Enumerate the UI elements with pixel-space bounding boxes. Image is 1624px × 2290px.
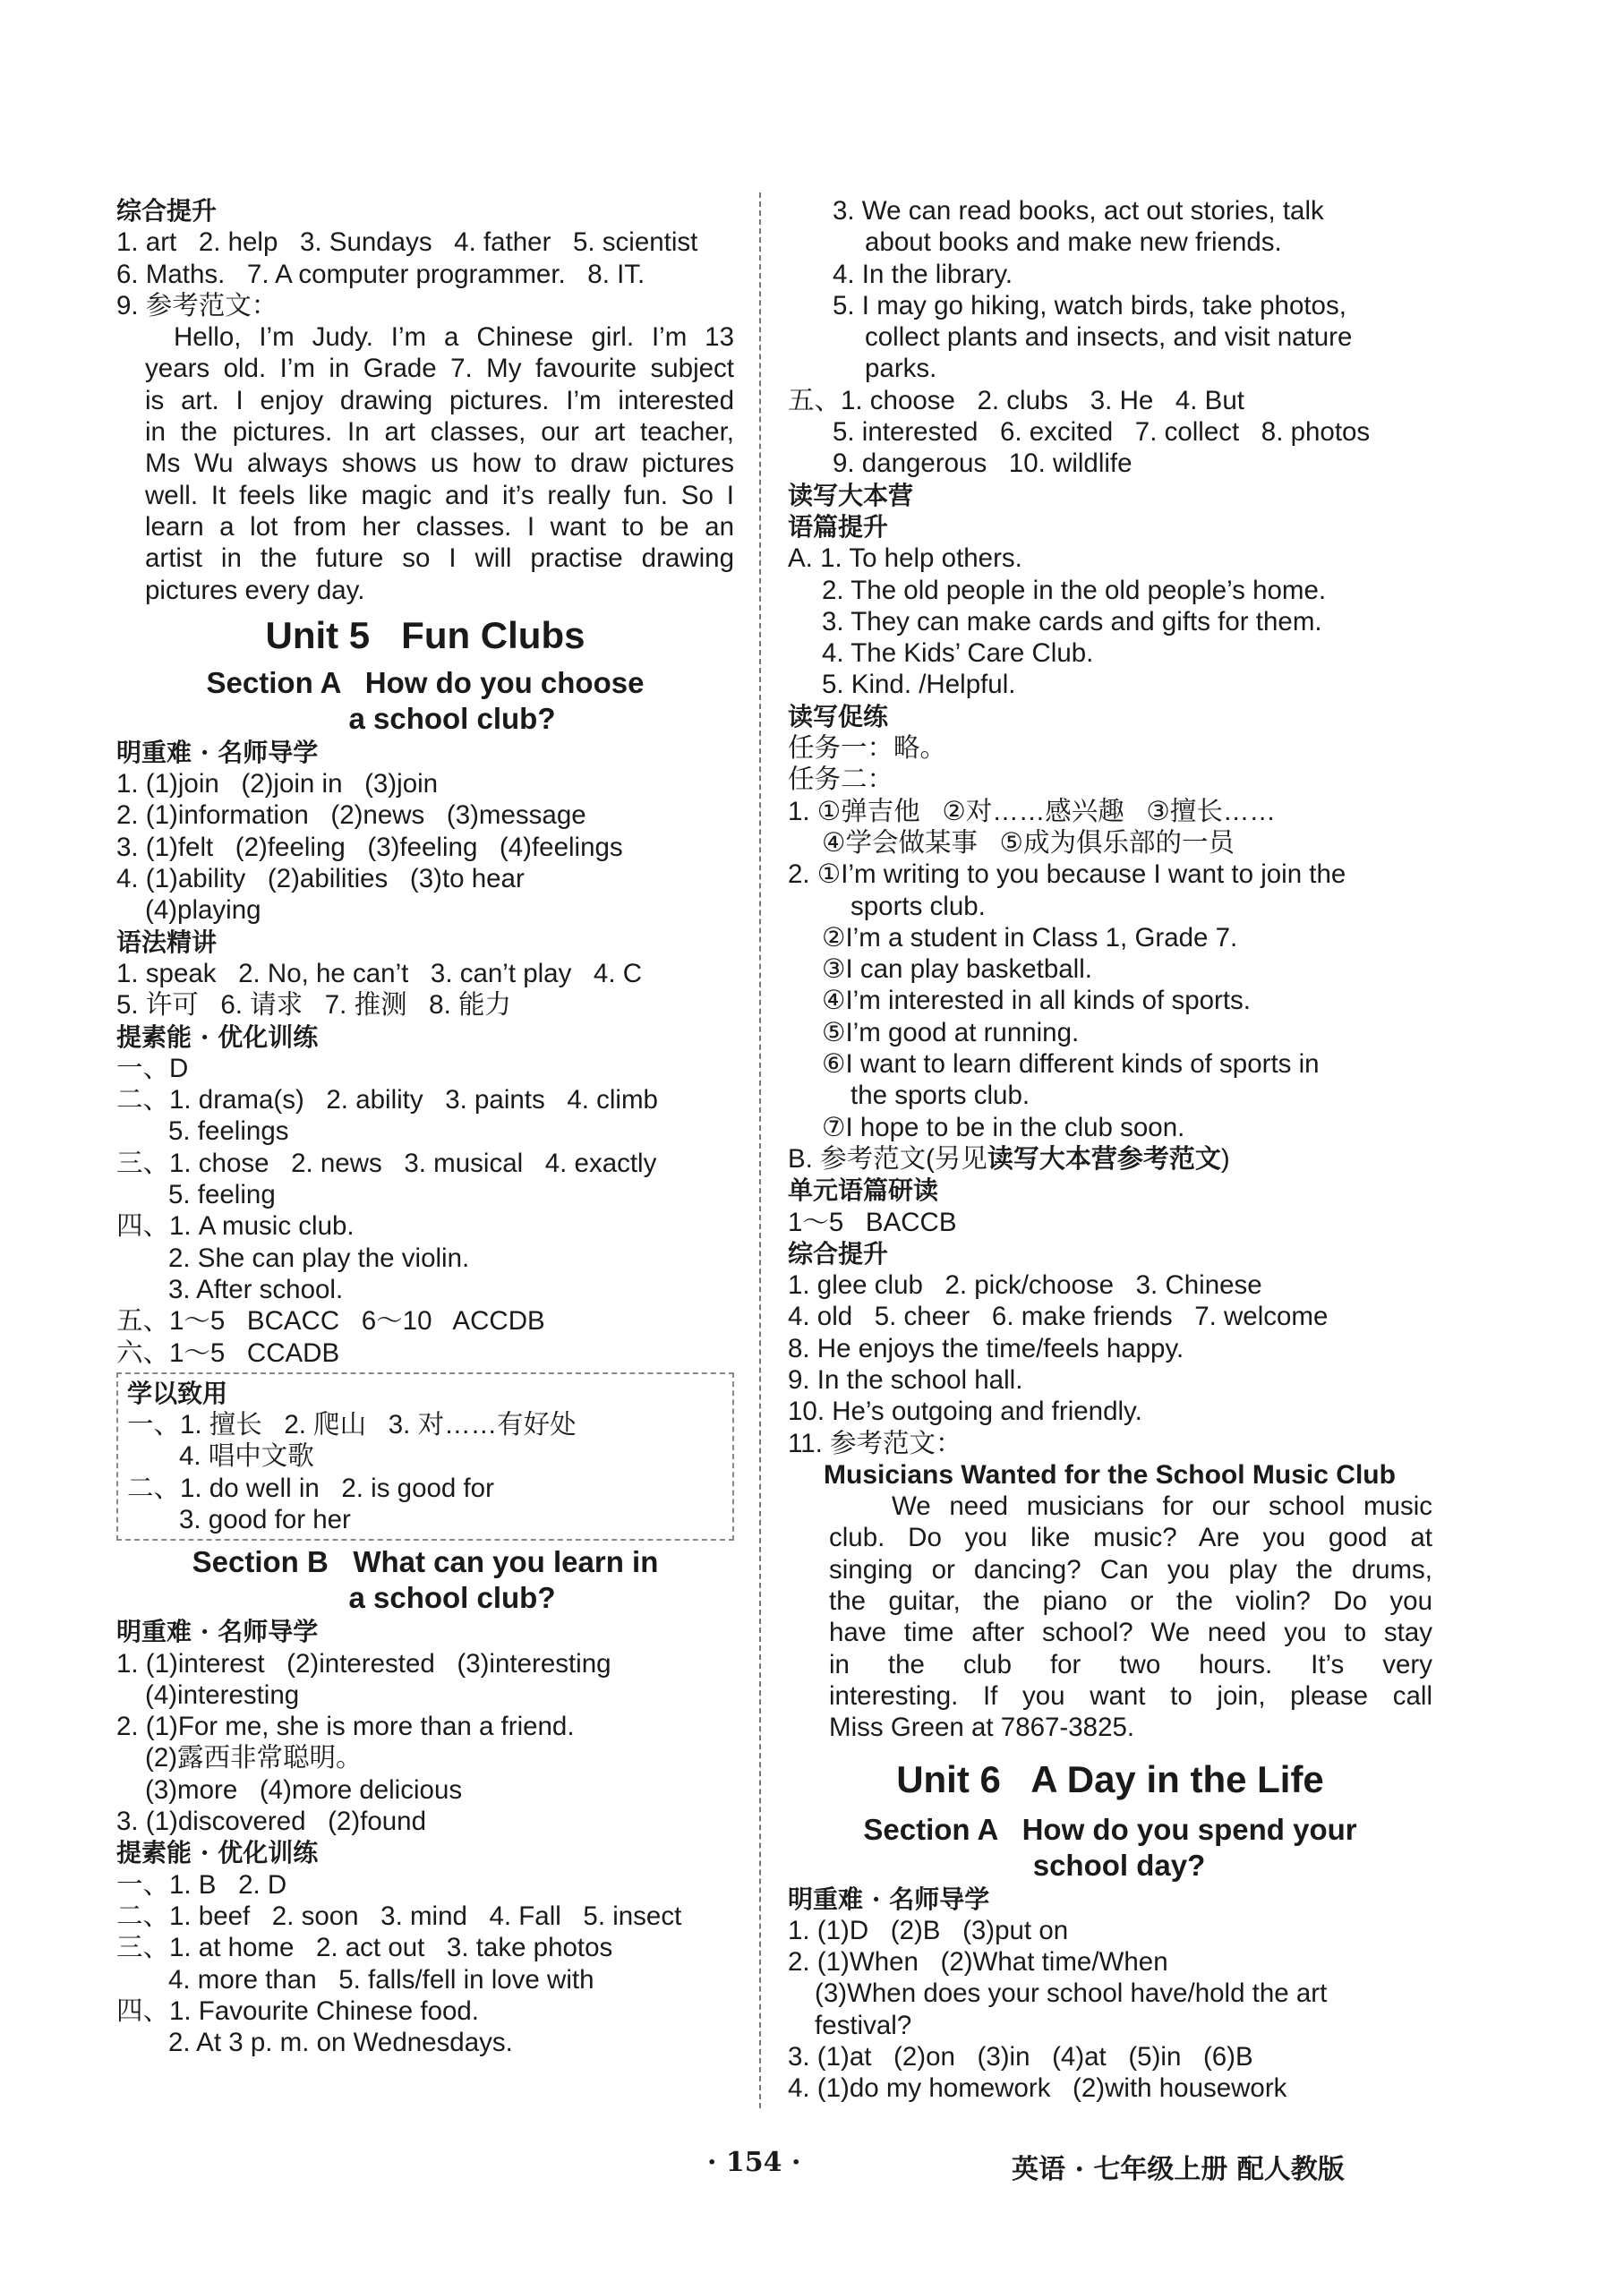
answer-line: 5. interested 6. excited 7. collect 8. photos: [833, 417, 1371, 448]
answer-line: 4. (1)ability (2)abilities (3)to hear: [116, 864, 525, 894]
answer-line: 4. The Kids’ Care Club.: [822, 638, 1094, 669]
answer-line: 3. (1)discovered (2)found: [116, 1807, 426, 1837]
answer-line: 1. art 2. help 3. Sundays 4. father 5. scientist: [116, 227, 698, 258]
answer-line: 11. 参考范文：: [788, 1428, 962, 1458]
answer-line: (2)露西非常聪明。: [145, 1743, 363, 1773]
section-heading: 综合提升: [788, 1238, 889, 1269]
reference-prefix: B. 参考范文(另见: [788, 1143, 987, 1174]
answer-line: 二、1. drama(s) 2. ability 3. paints 4. climb: [116, 1085, 658, 1115]
answer-line: ③I can play basketball.: [822, 954, 1092, 985]
reference-note: [788, 1143, 1432, 1175]
section-title-line2: a school club?: [348, 701, 556, 735]
answer-line: collect plants and insects, and visit nature: [865, 322, 1353, 353]
answer-line: 任务一：略。: [788, 732, 947, 764]
answer-line: 2. At 3 p. m. on Wednesdays.: [168, 2028, 513, 2058]
answer-line: sports club.: [850, 891, 986, 921]
essay-title: Musicians Wanted for the School Music Club: [824, 1459, 1396, 1490]
column-divider: [759, 192, 761, 2108]
answer-line: festival?: [815, 2010, 912, 2040]
answer-line: 四、1. A music club.: [116, 1211, 355, 1242]
answer-line: 4. In the library.: [833, 259, 1013, 289]
answer-line: 6. Maths. 7. A computer programmer. 8. IT.: [116, 259, 645, 289]
answer-line: (3)more (4)more delicious: [145, 1774, 463, 1805]
section-heading: 明重难 · 名师导学: [116, 1617, 319, 1647]
essay-line: in the club for two hours. It’s very: [829, 1649, 1432, 1679]
essay-line: We need musicians for our school music: [892, 1491, 1432, 1522]
section-heading: 语篇提升: [788, 511, 889, 542]
answer-line: 9. In the school hall.: [788, 1364, 1023, 1395]
answer-line: 4. more than 5. falls/fell in love with: [168, 1964, 594, 1995]
essay-line: interesting. If you want to join, please call: [829, 1680, 1432, 1711]
left-column: [116, 195, 734, 2058]
answer-line: 二、1. beef 2. soon 3. mind 4. Fall 5. insect: [116, 1901, 682, 1931]
answer-line: 1. (1)interest (2)interested (3)interesting: [116, 1648, 611, 1679]
answer-line: ⑥I want to learn different kinds of sports in: [822, 1049, 1320, 1080]
reference-suffix: ): [1220, 1143, 1230, 1174]
answer-line: the sports club.: [850, 1081, 1030, 1111]
answer-line: 1～5 BACCB: [788, 1207, 957, 1237]
answer-line: 3. (1)felt (2)feeling (3)feeling (4)feelings: [116, 832, 623, 862]
answer-line: 5. 许可 6. 请求 7. 推测 8. 能力: [116, 990, 511, 1021]
essay-line: Miss Green at 7867-3825.: [829, 1713, 1135, 1743]
essay-line: years old. I’m in Grade 7. My favourite subject: [145, 354, 734, 384]
answer-line: ④学会做某事 ⑤成为俱乐部的一员: [822, 827, 1235, 858]
section-heading: 单元语篇研读: [788, 1175, 939, 1206]
essay-line: the guitar, the piano or the violin? Do you: [829, 1586, 1432, 1617]
section-heading: 综合提升: [116, 196, 218, 226]
application-box: [116, 1372, 734, 1541]
section-heading: 提素能 · 优化训练: [116, 1838, 319, 1868]
answer-line: 3. good for her: [179, 1504, 351, 1534]
answer-line: 5. feeling: [168, 1180, 276, 1210]
section-title-line2: school day?: [1032, 1848, 1206, 1882]
answer-line: about books and make new friends.: [865, 227, 1282, 258]
answer-line: 2. (1)information (2)news (3)message: [116, 800, 586, 831]
page-footer: [0, 2147, 1624, 2183]
section-heading: 读写大本营: [788, 480, 914, 510]
answer-line: 六、1～5 CCADB: [116, 1337, 340, 1368]
right-column: [788, 195, 1432, 2105]
answer-line: 2. ①I’m writing to you because I want to join the: [788, 859, 1346, 890]
essay-line: artist in the future so I will practise drawing: [145, 543, 734, 574]
answer-line: 4. old 5. cheer 6. make friends 7. welcome: [788, 1302, 1329, 1332]
answer-line: 三、1. at home 2. act out 3. take photos: [116, 1933, 613, 1963]
answer-line: 一、1. B 2. D: [116, 1869, 287, 1900]
unit-title: Unit 5 Fun Clubs: [265, 613, 585, 656]
essay-line: is art. I enjoy drawing pictures. I’m interested: [145, 385, 734, 415]
section-title-line2: a school club?: [348, 1581, 556, 1615]
essay-line: have time after school? We need you to stay: [829, 1618, 1432, 1648]
answer-line: 3. They can make cards and gifts for them.: [822, 606, 1322, 637]
answer-line: 任务二：: [788, 764, 894, 795]
answer-line: 3. (1)at (2)on (3)in (4)at (5)in (6)B: [788, 2042, 1253, 2072]
answer-line: 五、1～5 BCACC 6～10 ACCDB: [116, 1306, 545, 1337]
answer-line: 1. (1)D (2)B (3)put on: [788, 1915, 1069, 1945]
answer-line: 2. She can play the violin.: [168, 1243, 470, 1273]
answer-line: (3)When does your school have/hold the art: [815, 1978, 1328, 2009]
answer-line: 1. ①弹吉他 ②对……感兴趣 ③擅长……: [788, 796, 1276, 826]
essay-line: in the pictures. In art classes, our art teacher,: [145, 417, 734, 448]
answer-line: 9. 参考范文：: [116, 290, 278, 320]
answer-line: 五、1. choose 2. clubs 3. He 4. But: [788, 385, 1244, 415]
essay-line: club. Do you like music? Are you good at: [829, 1523, 1432, 1553]
answer-line: 2. (1)When (2)What time/When: [788, 1947, 1168, 1978]
section-heading: 语法精讲: [116, 927, 218, 957]
answer-line: 一、D: [116, 1053, 189, 1083]
answer-line: (4)playing: [145, 895, 261, 926]
answer-line: 4. 唱中文歌: [179, 1441, 314, 1472]
section-heading: 明重难 · 名师导学: [116, 737, 319, 767]
answer-line: 8. He enjoys the time/feels happy.: [788, 1333, 1184, 1363]
answer-line: 10. He’s outgoing and friendly.: [788, 1397, 1142, 1427]
answer-line: 5. I may go hiking, watch birds, take photos,: [833, 290, 1346, 320]
answer-line: ⑦I hope to be in the club soon.: [822, 1112, 1185, 1142]
section-title: Section A How do you choose: [206, 665, 645, 699]
essay-line: learn a lot from her classes. I want to be an: [145, 511, 734, 542]
model-essay: [116, 321, 734, 606]
essay-line: pictures every day.: [145, 575, 365, 605]
answer-line: 5. Kind. /Helpful.: [822, 670, 1016, 700]
essay-line: Ms Wu always shows us how to draw pictures: [145, 449, 734, 479]
answer-line: 2. (1)For me, she is more than a friend.: [116, 1712, 575, 1742]
page-number: · 154 ·: [707, 2147, 801, 2178]
section-heading: 明重难 · 名师导学: [788, 1884, 990, 1914]
section-title: Section A How do you spend your: [863, 1812, 1357, 1846]
model-essay: [788, 1491, 1432, 1743]
answer-line: 二、1. do well in 2. is good for: [127, 1473, 494, 1503]
answer-line: 5. feelings: [168, 1116, 289, 1147]
answer-line: ④I’m interested in all kinds of sports.: [822, 986, 1251, 1016]
answer-line: 9. dangerous 10. wildlife: [833, 449, 1133, 479]
answer-line: 1. (1)join (2)join in (3)join: [116, 769, 439, 799]
answer-line: parks.: [865, 354, 937, 384]
answer-line: (4)interesting: [145, 1679, 300, 1710]
section-heading: 提素能 · 优化训练: [116, 1021, 319, 1052]
answer-line: A. 1. To help others.: [788, 543, 1022, 574]
answer-line: 3. After school.: [168, 1274, 344, 1304]
book-title: 英语 · 七年级上册 配人教版: [1012, 2154, 1345, 2185]
essay-line: well. It feels like magic and it’s really fun. So I: [145, 480, 734, 510]
section-heading: 学以致用: [127, 1378, 228, 1408]
reference-bold: 读写大本营参考范文: [987, 1142, 1221, 1174]
essay-line: Hello, I’m Judy. I’m a Chinese girl. I’m 13: [174, 322, 734, 353]
answer-line: 4. (1)do my homework (2)with housework: [788, 2073, 1287, 2104]
answer-line: 1. glee club 2. pick/choose 3. Chinese: [788, 1270, 1262, 1301]
answer-line: 四、1. Favourite Chinese food.: [116, 1995, 480, 2026]
answer-line: ⑤I’m good at running.: [822, 1017, 1080, 1047]
answer-line: 1. speak 2. No, he can’t 3. can’t play 4. C: [116, 958, 643, 988]
answer-line: 2. The old people in the old people’s home.: [822, 575, 1327, 605]
answer-line: 三、1. chose 2. news 3. musical 4. exactly: [116, 1148, 657, 1178]
answer-line: ②I’m a student in Class 1, Grade 7.: [822, 922, 1238, 953]
essay-line: singing or dancing? Can you play the drums,: [829, 1554, 1432, 1585]
answer-line: 3. We can read books, act out stories, talk: [833, 196, 1324, 226]
section-heading: 读写促练: [788, 701, 889, 731]
section-title: Section B What can you learn in: [192, 1545, 659, 1579]
answer-line: 一、1. 擅长 2. 爬山 3. 对……有好处: [127, 1410, 577, 1440]
unit-title: Unit 6 A Day in the Life: [896, 1757, 1324, 1800]
